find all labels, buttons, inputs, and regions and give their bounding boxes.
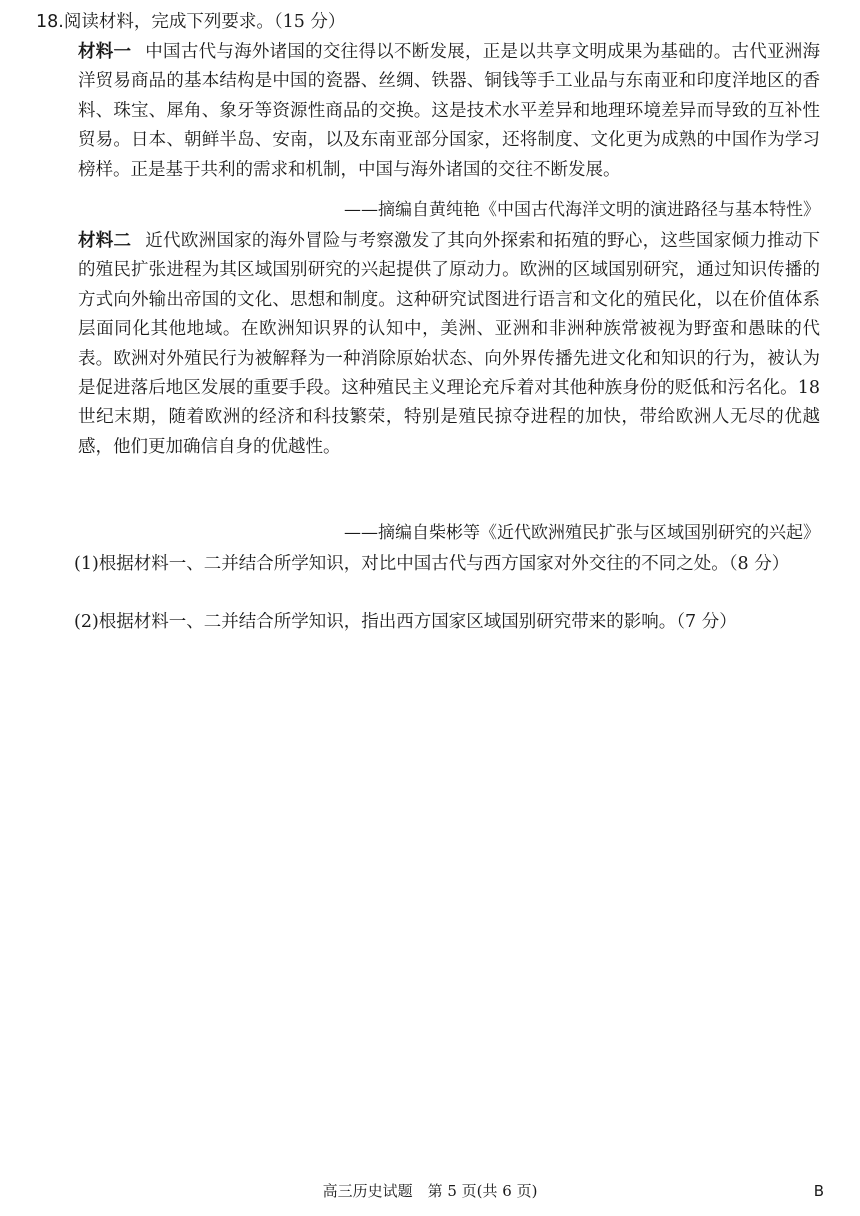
question-header [36,8,345,37]
material-one-paragraph [78,38,820,185]
sub-question-1 [74,550,822,579]
sub-question-2 [74,608,822,637]
material-two-label: 材料二 [78,231,132,251]
material-one-text: 中国古代与海外诸国的交往得以不断发展，正是以共享文明成果为基础的。古代亚洲海洋贸易商品的基本结构是中国的瓷器、丝绸、铁器、铜钱等手工业品与东南亚和印度洋地区的香料、珠宝、犀角、象牙等资源性商品的交换。这是技术水平差异和地理环境差异而导致的互补性贸易。日本、朝鲜半岛、安南，以及东南亚部分国家，还将制度、文化更为成熟的中国作为学习榜样。正是基于共利的需求和机制，中国与海外诸国的交往不断发展。 [78,42,821,180]
question-number: 18. [36,12,64,32]
sub-question-1-number: (1) [74,554,99,574]
material-one-source: ——摘编自黄纯艳《中国古代海洋文明的演进路径与基本特性》 [344,200,820,220]
material-two-source: ——摘编自柴彬等《近代欧洲殖民扩张与区域国别研究的兴起》 [344,523,820,543]
material-two-paragraph [78,227,820,462]
material-two-text: 近代欧洲国家的海外冒险与考察激发了其向外探索和拓殖的野心，这些国家倾力推动下的殖民扩张进程为其区域国别研究的兴起提供了原动力。欧洲的区域国别研究，通过知识传播的方式向外输出帝国的文化、思想和制度。这种研究试图进行语言和文化的殖民化，以在价值体系层面同化其他地域。在欧洲知识界的认知中，美洲、亚洲和非洲种族常被视为野蛮和愚昧的代表。欧洲对外殖民行为被解释为一种消除原始状态、向外界传播先进文化和知识的行为，被认为是促进落后地区发展的重要手段。这种殖民主义理论充斥着对其他种族身份的贬低和污名化。18 世纪末期，随着欧洲的经济和科技繁荣，特别是殖民掠夺进程的加快，带给欧洲人无尽的优越感，他们更加确信自身的优越性。 [78,231,821,457]
sub-question-2-text: 根据材料一、二并结合所学知识，指出西方国家区域国别研究带来的影响。（7 分） [98,612,737,632]
sub-question-2-number: (2) [74,612,99,632]
sub-question-1-text: 根据材料一、二并结合所学知识，对比中国古代与西方国家对外交往的不同之处。（8 分） [98,554,790,574]
material-one [78,38,820,185]
question-instruction: 阅读材料，完成下列要求。（15 分） [63,12,346,32]
material-one-label: 材料一 [78,42,132,62]
material-two [78,227,820,462]
footer-version-letter: B [813,1182,824,1200]
footer-page-info: 高三历史试题 第 5 页(共 6 页) [322,1182,538,1200]
